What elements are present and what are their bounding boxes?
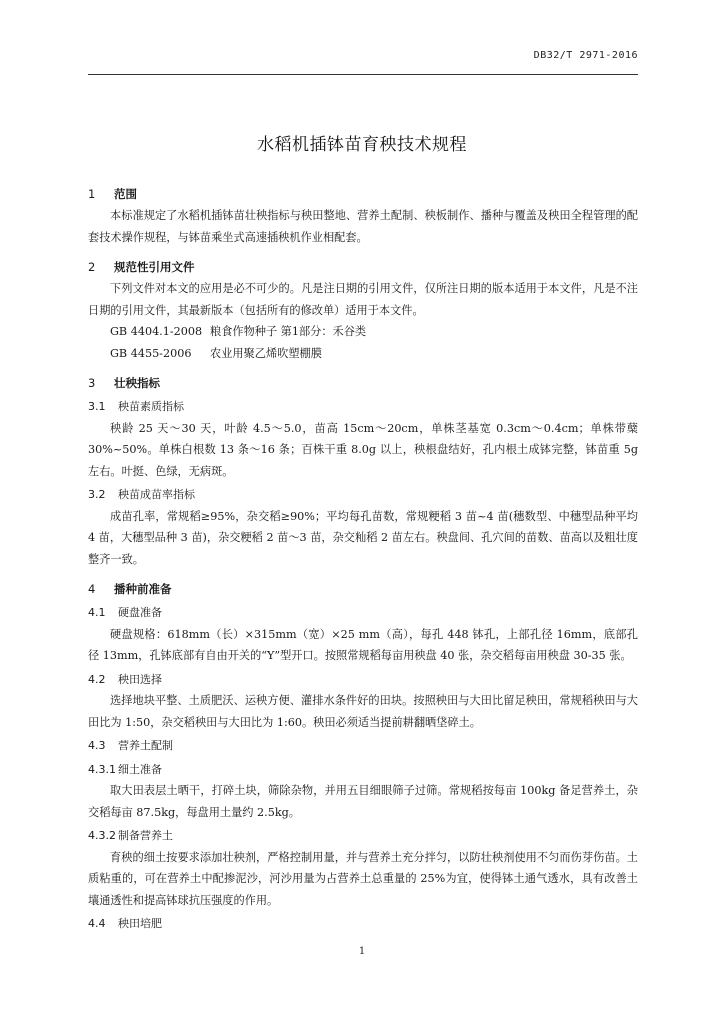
standard-title: 粮食作物种子 第1部分：禾谷类 bbox=[210, 325, 367, 338]
heading-text: 范围 bbox=[114, 187, 137, 201]
heading-text: 播种前准备 bbox=[114, 582, 172, 596]
heading-number: 2 bbox=[88, 260, 96, 274]
heading-number: 4 bbox=[88, 582, 96, 596]
subsection-heading bbox=[88, 825, 638, 847]
document-title: 水稻机插钵苗育秧技术规程 bbox=[257, 135, 467, 155]
section-heading bbox=[88, 578, 638, 600]
heading-text: 硬盘准备 bbox=[118, 606, 162, 619]
heading-text: 制备营养土 bbox=[118, 829, 173, 842]
heading-number: 3.2 bbox=[88, 488, 106, 501]
heading-text: 秧田培肥 bbox=[118, 917, 162, 930]
heading-text: 秧田选择 bbox=[118, 672, 162, 686]
section-heading bbox=[88, 372, 638, 394]
subsection-heading bbox=[88, 669, 638, 691]
paragraph: 硬盘规格：618mm（长）×315mm（宽）×25 mm（高），每孔 448 钵孔，上部孔径 16mm，底部孔径 13mm，孔钵底部有自由开关的“Y”型开口。按照常规稻每亩用秧盘 40 张，杂交稻每亩用秧盘 30-35 张。 bbox=[88, 627, 638, 662]
heading-text: 营养土配制 bbox=[118, 739, 173, 752]
referenced-standard bbox=[88, 321, 638, 343]
heading-number: 3 bbox=[88, 376, 96, 390]
heading-text: 规范性引用文件 bbox=[114, 260, 195, 274]
standard-code: DB32/T 2971-2016 bbox=[533, 50, 638, 61]
heading-text: 细土准备 bbox=[118, 762, 162, 776]
page-number: 1 bbox=[358, 946, 366, 957]
heading-text: 壮秧指标 bbox=[114, 376, 160, 390]
standard-number: GB 4455-2006 bbox=[110, 346, 192, 360]
heading-number: 4.3.1 bbox=[88, 762, 116, 776]
heading-number: 4.4 bbox=[88, 917, 106, 930]
heading-number: 4.3 bbox=[88, 739, 106, 752]
paragraph: 选择地块平整、土质肥沃、运秧方便、灌排水条件好的田块。按照秧田与大田比留足秧田，常规稻秧田与大田比为 1:50，杂交稻秧田与大田比为 1:60。秧田必须适当提前耕翻晒垡碎土。 bbox=[88, 694, 638, 729]
document-body bbox=[88, 183, 638, 935]
heading-number: 4.2 bbox=[88, 672, 106, 686]
referenced-standard bbox=[88, 343, 638, 365]
heading-text: 秧苗素质指标 bbox=[118, 400, 184, 413]
subsection-heading bbox=[88, 759, 638, 781]
heading-number: 3.1 bbox=[88, 400, 106, 413]
heading-number: 4.1 bbox=[88, 606, 106, 619]
heading-number: 4.3.2 bbox=[88, 829, 116, 842]
section-heading bbox=[88, 183, 638, 205]
paragraph: 取大田表层土晒干，打碎土块，筛除杂物，并用五目细眼筛子过筛。常规稻按每亩 100kg 备足营养土，杂交稻每亩 87.5kg，每盘用土量约 2.5kg。 bbox=[88, 784, 638, 819]
standard-number: GB 4404.1-2008 bbox=[110, 325, 203, 338]
subsection-heading bbox=[88, 484, 638, 506]
paragraph: 秧龄 25 天～30 天，叶龄 4.5～5.0，苗高 15cm～20cm，单株茎基宽 0.3cm～0.4cm；单株带蘖30%~50%。单株白根数 13 条～16 条；百株干重 8.0g 以上，秧根盘结好，孔内根土成钵完整，钵苗重 5g 左右。叶挺、色绿，无病斑。 bbox=[88, 421, 638, 478]
subsection-heading bbox=[88, 735, 638, 757]
subsection-heading bbox=[88, 396, 638, 418]
standard-title: 农业用聚乙烯吹塑棚膜 bbox=[210, 346, 322, 360]
paragraph: 下列文件对本文的应用是必不可少的。凡是注日期的引用文件，仅所注日期的版本适用于本文件，凡是不注日期的引用文件，其最新版本（包括所有的修改单）适用于本文件。 bbox=[88, 282, 638, 317]
heading-text: 秧苗成苗率指标 bbox=[118, 488, 195, 501]
paragraph: 育秧的细土按要求添加壮秧剂，严格控制用量，并与营养土充分拌匀，以防壮秧剂使用不匀而伤芽伤苗。土质粘重的，可在营养土中配掺泥沙，河沙用量为占营养土总重量的 25%为宜，使得钵土通气透水，具有改善土壤通透性和提高钵球抗压强度的作用。 bbox=[88, 850, 638, 907]
section-heading bbox=[88, 256, 638, 278]
paragraph: 成苗孔率，常规稻≥95%，杂交稻≥90%；平均每孔苗数，常规粳稻 3 苗~4 苗(穗数型、中穗型品种平均 4 苗，大穗型品种 3 苗)，杂交粳稻 2 苗～3 苗，杂交籼稻 2 苗左右。秧盘间、孔穴间的苗数、苗高以及粗壮度整齐一致。 bbox=[88, 509, 638, 566]
subsection-heading bbox=[88, 602, 638, 624]
paragraph: 本标准规定了水稻机插钵苗壮秧指标与秧田整地、营养土配制、秧板制作、播种与覆盖及秧田全程管理的配套技术操作规程，与钵苗乘坐式高速插秧机作业相配套。 bbox=[88, 209, 638, 244]
subsection-heading bbox=[88, 913, 638, 935]
header-divider bbox=[88, 74, 638, 75]
heading-number: 1 bbox=[88, 187, 96, 201]
